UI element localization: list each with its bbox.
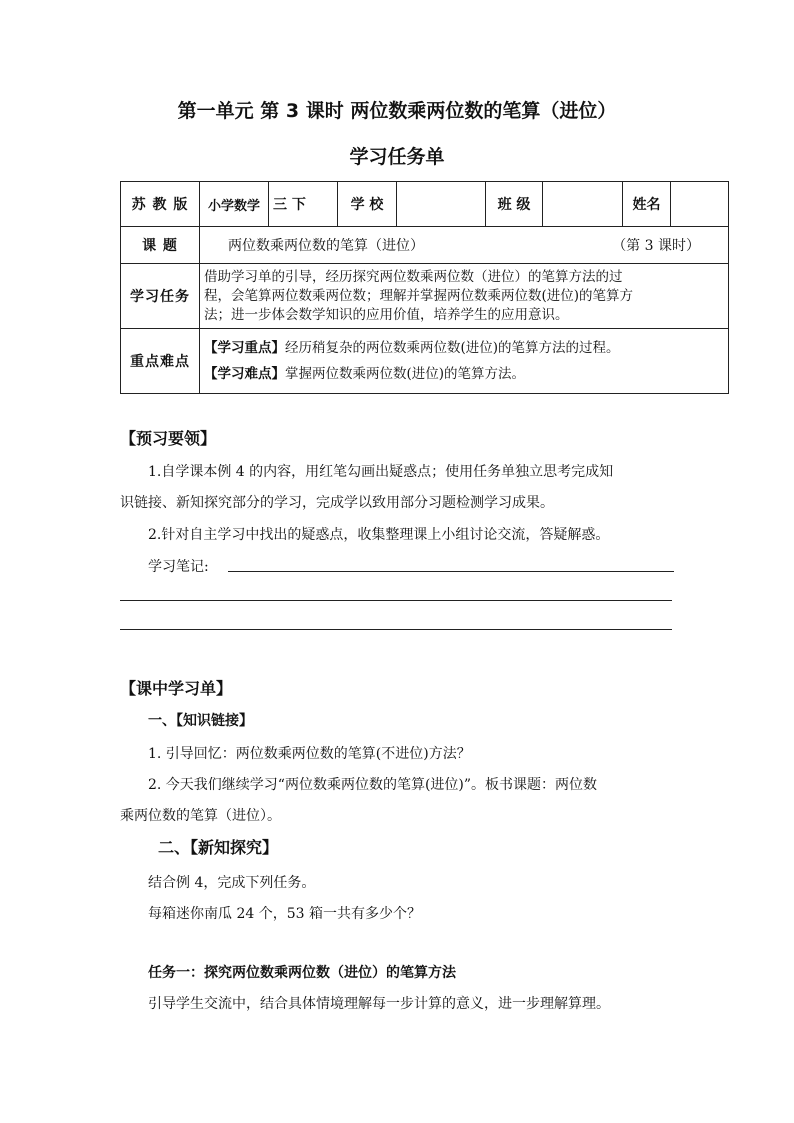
- info-row-task: [121, 264, 729, 329]
- task-line: 法；进一步体会数学知识的应用价值，培养学生的应用意识。: [204, 306, 569, 323]
- section-new-knowledge: 二、【新知探究】: [158, 838, 279, 857]
- task-cell: [200, 264, 729, 329]
- focus-cell: [200, 329, 729, 394]
- subject-cell: 小学数学: [200, 182, 269, 227]
- lesson-number: （第 3 课时）: [612, 238, 700, 254]
- class-field[interactable]: [543, 182, 623, 227]
- info-row-header: [121, 182, 729, 227]
- info-table: [120, 181, 729, 394]
- name-label: 姓名: [623, 182, 671, 227]
- info-row-focus: [121, 329, 729, 394]
- topic-value: 两位数乘两位数的笔算（进位）: [228, 238, 424, 254]
- topic-label: 课 题: [121, 227, 200, 264]
- page-subtitle: 学习任务单: [349, 146, 445, 168]
- notes-label: 学习笔记:: [148, 559, 209, 575]
- focus-label: 重点难点: [121, 329, 200, 394]
- task1-guide: 引导学生交流中，结合具体情境理解每一步计算的意义，进一步理解算理。: [148, 996, 610, 1012]
- page-title: 第一单元 第 3 课时 两位数乘两位数的笔算（进位）: [177, 100, 617, 122]
- school-label: 学 校: [338, 182, 397, 227]
- school-field[interactable]: [397, 182, 486, 227]
- example-intro: 结合例 4，完成下列任务。: [148, 875, 316, 891]
- grade-cell: 三 下: [269, 182, 338, 227]
- task-label: 学习任务: [121, 264, 200, 329]
- link-item-2b: 乘两位数的笔算（进位）。: [120, 808, 281, 824]
- classwork-heading: 【课中学习单】: [120, 679, 233, 698]
- publisher-cell: 苏 教 版: [121, 182, 200, 227]
- preview-heading: 【预习要领】: [120, 429, 217, 448]
- example-question: 每箱迷你南瓜 24 个，53 箱一共有多少个？: [148, 906, 421, 922]
- difficulty: [204, 361, 724, 387]
- notes-line-1[interactable]: [228, 571, 674, 572]
- section-knowledge-link: 一、【知识链接】: [148, 713, 253, 729]
- task-line: 借助学习单的引导，经历探究两位数乘两位数（进位）的笔算方法的过: [204, 268, 623, 285]
- class-label: 班 级: [486, 182, 543, 227]
- notes-line-3[interactable]: [120, 629, 672, 630]
- preview-item-1a: 1.自学课本例 4 的内容，用红笔勾画出疑惑点；使用任务单独立思考完成知: [148, 464, 614, 480]
- name-field[interactable]: [671, 182, 729, 227]
- task1-title: 任务一：探究两位数乘两位数（进位）的笔算方法: [148, 965, 456, 981]
- topic-cell: [200, 227, 729, 264]
- difficulty-tag: 【学习难点】: [204, 366, 285, 382]
- preview-item-1b: 识链接、新知探究部分的学习，完成学以致用部分习题检测学习成果。: [120, 495, 554, 511]
- task-line: 程，会笔算两位数乘两位数；理解并掌握两位数乘两位数(进位)的笔算方: [204, 287, 634, 304]
- key-point: [204, 335, 724, 361]
- link-item-1: 1. 引导回忆：两位数乘两位数的笔算(不进位)方法？: [148, 746, 471, 762]
- link-item-2a: 2. 今天我们继续学习“两位数乘两位数的笔算(进位)”。板书课题：两位数: [148, 777, 598, 793]
- key-point-tag: 【学习重点】: [204, 340, 285, 356]
- notes-line-2[interactable]: [120, 600, 672, 601]
- info-row-topic: [121, 227, 729, 264]
- preview-item-2: 2.针对自主学习中找出的疑惑点，收集整理课上小组讨论交流，答疑解惑。: [148, 527, 610, 543]
- key-point-text: 经历稍复杂的两位数乘两位数(进位)的笔算方法的过程。: [285, 340, 620, 356]
- difficulty-text: 掌握两位数乘两位数(进位)的笔算方法。: [285, 366, 526, 382]
